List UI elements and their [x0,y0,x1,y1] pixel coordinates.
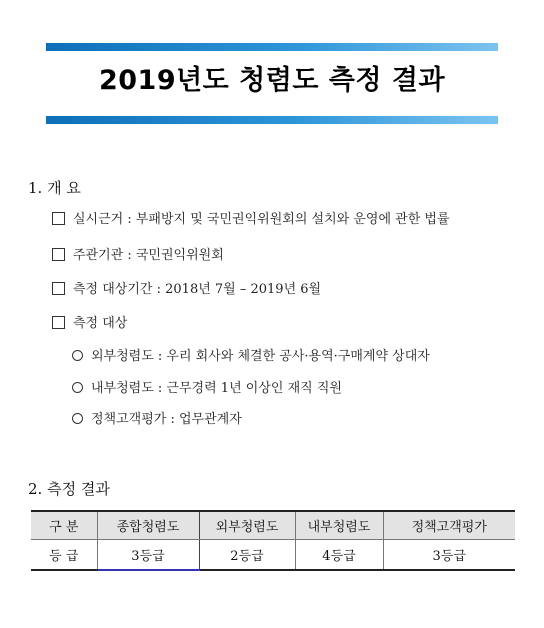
cell-external: 2등급 [199,540,295,571]
checkbox-square-icon [52,316,65,329]
title-bar-top [46,43,498,51]
list-item [52,278,321,297]
circle-bullet-icon [72,413,83,424]
cell-policy: 3등급 [383,540,515,571]
list-item [52,312,127,331]
header-policy: 정책고객평가 [383,511,515,540]
subitem-text: 내부청렴도 : 근무경력 1년 이상인 재직 직원 [91,381,342,396]
circle-bullet-icon [72,350,83,361]
table-row [31,540,515,571]
cell-overall: 3등급 [97,540,199,571]
item-text: 주관기관 : 국민권익위원회 [73,248,224,263]
sub-list-item [72,345,430,364]
header-overall: 종합청렴도 [97,511,199,540]
checkbox-square-icon [52,248,65,261]
header-internal: 내부청렴도 [295,511,383,540]
row-label: 등 급 [31,540,97,571]
list-item [52,208,450,227]
section1-heading: 1. 개 요 [28,179,81,197]
cell-internal: 4등급 [295,540,383,571]
item-text: 측정 대상 [73,316,128,331]
subitem-text: 정책고객평가 : 업무관계자 [91,412,242,427]
checkbox-square-icon [52,282,65,295]
results-table [31,510,515,571]
section2-heading: 2. 측정 결과 [28,480,110,498]
sub-list-item [72,377,342,396]
item-text: 실시근거 : 부패방지 및 국민권익위원회의 설치와 운영에 관한 법률 [73,212,450,227]
title-bar-bottom [46,116,498,124]
page-title: 2019년도 청렴도 측정 결과 [98,65,446,96]
list-item [52,244,224,263]
circle-bullet-icon [72,382,83,393]
subitem-text: 외부청렴도 : 우리 회사와 체결한 공사·용역·구매계약 상대자 [91,349,430,364]
checkbox-square-icon [52,212,65,225]
header-external: 외부청렴도 [199,511,295,540]
item-text: 측정 대상기간 : 2018년 7월 – 2019년 6월 [73,282,322,297]
sub-list-item [72,408,242,427]
header-category: 구 분 [31,511,97,540]
table-header-row [31,511,515,540]
